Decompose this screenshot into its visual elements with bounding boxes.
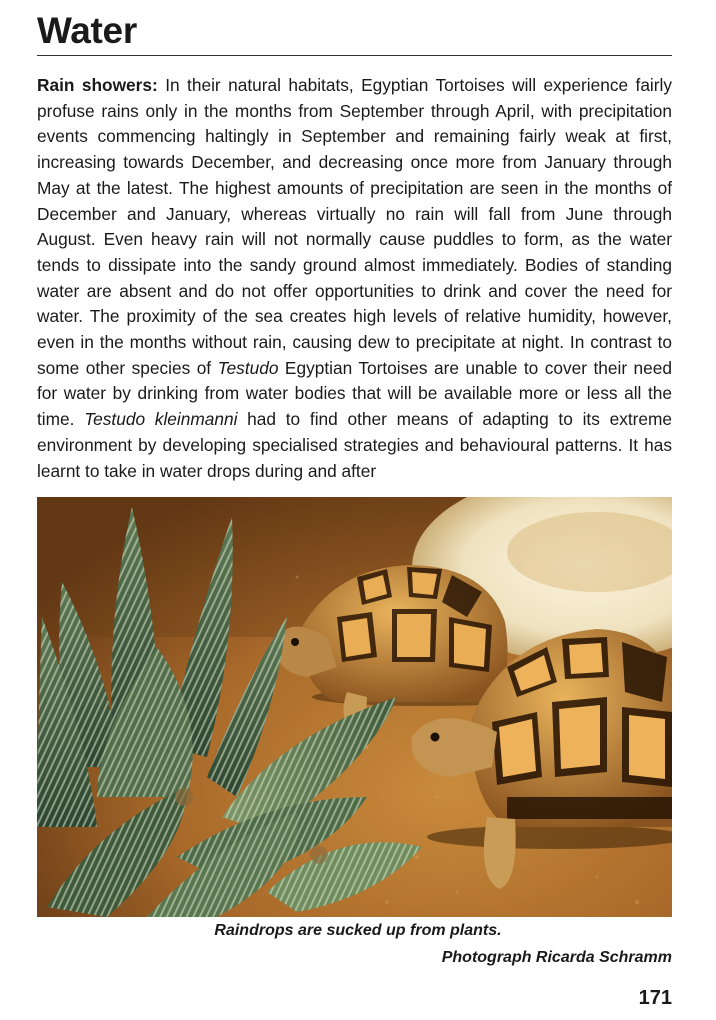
body-paragraph bbox=[37, 73, 672, 484]
tortoise-photo bbox=[37, 497, 672, 917]
photo-credit: Photograph Ricarda Schramm bbox=[441, 949, 672, 966]
page-number: 171 bbox=[638, 987, 672, 1009]
figure-caption: Raindrops are sucked up from plants. bbox=[214, 922, 502, 939]
paragraph-lead: Rain showers: bbox=[37, 75, 158, 95]
paragraph-text-2: Egyptian Tortoises are unable to cover their need for water by drinking from water bodies that will be available more or less all the time. bbox=[37, 357, 673, 430]
paragraph-text-1: In their natural habitats, Egyptian Tortoises will experience fairly profuse rains only in the months from September through April, with precipitation events commencing haltingly in September and remaining fairly weak at first, increasing towards December, and decreasing once more from January through May at the latest. The highest amounts of precipitation are seen in the months of December and January, whereas virtually no rain will fall from June through August. Even heavy rain will not normally cause puddles to form, as the water tends to dissipate into the sandy ground almost immediately. Bodies of standing water are absent and do not offer opportunities to drink and cover the need for water. The proximity of the sea creates high levels of relative humidity, however, even in the months without rain, causing dew to precipitate at night. In contrast to some other species of bbox=[37, 75, 672, 378]
page-title: Water bbox=[37, 10, 137, 51]
italic-genus: Testudo bbox=[217, 357, 279, 378]
paragraph-text-3: had to find other means of adapting to its extreme environment by developing specialised strategies and behavioural patterns. It has learnt to take in water drops during and after bbox=[37, 409, 673, 481]
italic-species: Testudo kleinmanni bbox=[84, 409, 238, 430]
title-divider bbox=[37, 55, 672, 56]
